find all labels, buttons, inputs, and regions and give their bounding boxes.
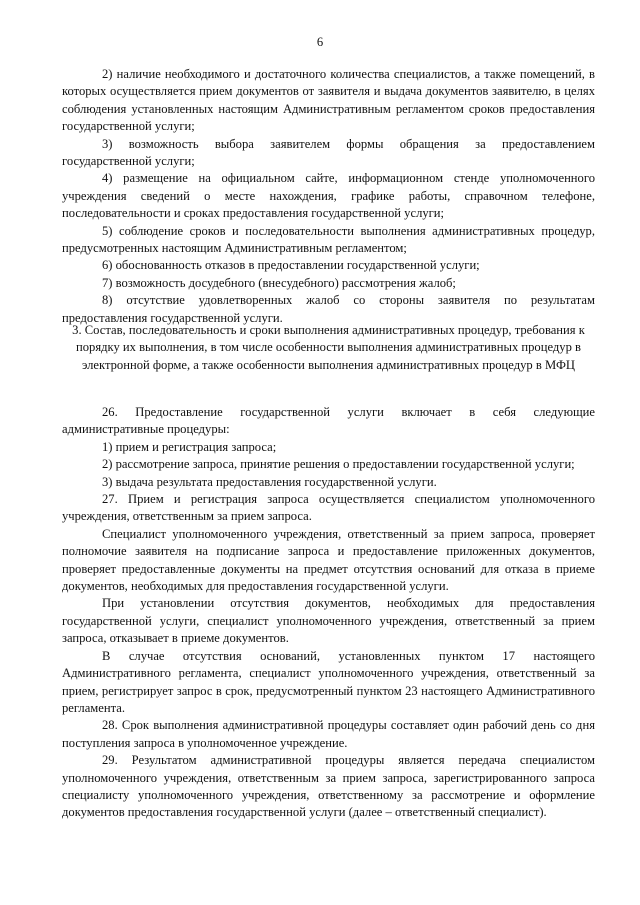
paragraph: 8) отсутствие удовлетворенных жалоб со стороны заявителя по результатам предоставления государственной услуги. <box>62 293 595 325</box>
quality-criteria-block <box>62 66 595 327</box>
paragraph: 1) прием и регистрация запроса; <box>102 439 277 454</box>
paragraph: 2) рассмотрение запроса, принятие решения о предоставлении государственной услуги; <box>102 457 575 472</box>
paragraph: 4) размещение на официальном сайте, информационном стенде уполномоченного учреждения сведений о месте нахождения, графике работы, справочном телефоне, последовательности и сроках предоставления государственной услуги; <box>62 171 595 221</box>
procedures-block <box>62 404 595 822</box>
paragraph: 27. Прием и регистрация запроса осуществляется специалистом уполномоченного учреждения, ответственным за прием запроса. <box>62 492 595 524</box>
paragraph: 28. Срок выполнения административной процедуры составляет один рабочий день со дня поступления запроса в уполномоченное учреждение. <box>62 718 595 750</box>
page-number: 6 <box>316 35 324 49</box>
section-heading: 3. Состав, последовательность и сроки выполнения административных процедур, требования к порядку их выполнения, в том числе особенности выполнения административных процедур в электронной форме, а также особенности выполнения административных процедур в МФЦ <box>72 323 585 372</box>
paragraph: 7) возможность досудебного (внесудебного) рассмотрения жалоб; <box>102 275 456 290</box>
paragraph: Специалист уполномоченного учреждения, ответственный за прием запроса, проверяет полномочие заявителя на подписание запроса и предоставление приложенных документов, проверяет предоставленные документы на предмет отсутствия оснований для отказа в приеме документов, необходимых для предоставления государственной услуги. <box>62 526 595 594</box>
paragraph: 5) соблюдение сроков и последовательности выполнения административных процедур, предусмотренных настоящим Административным регламентом; <box>62 223 595 256</box>
paragraph: 26. Предоставление государственной услуги включает в себя следующие административные процедуры: <box>62 405 595 437</box>
paragraph: При установлении отсутствия документов, необходимых для предоставления государственной услуги, специалист уполномоченного учреждения, ответственный за прием запроса, отказывает в приеме документов. <box>62 596 595 646</box>
paragraph: 2) наличие необходимого и достаточного количества специалистов, а также помещений, в которых осуществляется прием документов от заявителя и выдача документов заявителю, в целях соблюдения установленных настоящим Административным регламентом сроков предоставления государственной услуги; <box>62 67 595 134</box>
paragraph: 6) обоснованность отказов в предоставлении государственной услуги; <box>102 258 480 273</box>
paragraph: 3) выдача результата предоставления государственной услуги. <box>102 474 437 489</box>
section-heading-block <box>62 322 595 374</box>
paragraph: 29. Результатом административной процедуры является передача специалистом уполномоченного учреждения, ответственным за прием запроса, зарегистрированного запроса специалисту уполномоченного учреждения, ответственному за рассмотрение и оформление документов предоставления государственной услуги (далее – ответственный специалист). <box>62 753 595 820</box>
paragraph: В случае отсутствия оснований, установленных пунктом 17 настоящего Административного регламента, специалист уполномоченного учреждения, ответственный за прием, регистрирует запрос в срок, предусмотренный пунктом 23 настоящего Административного регламента. <box>62 648 595 715</box>
paragraph: 3) возможность выбора заявителем формы обращения за предоставлением государственной услуги; <box>62 136 595 169</box>
